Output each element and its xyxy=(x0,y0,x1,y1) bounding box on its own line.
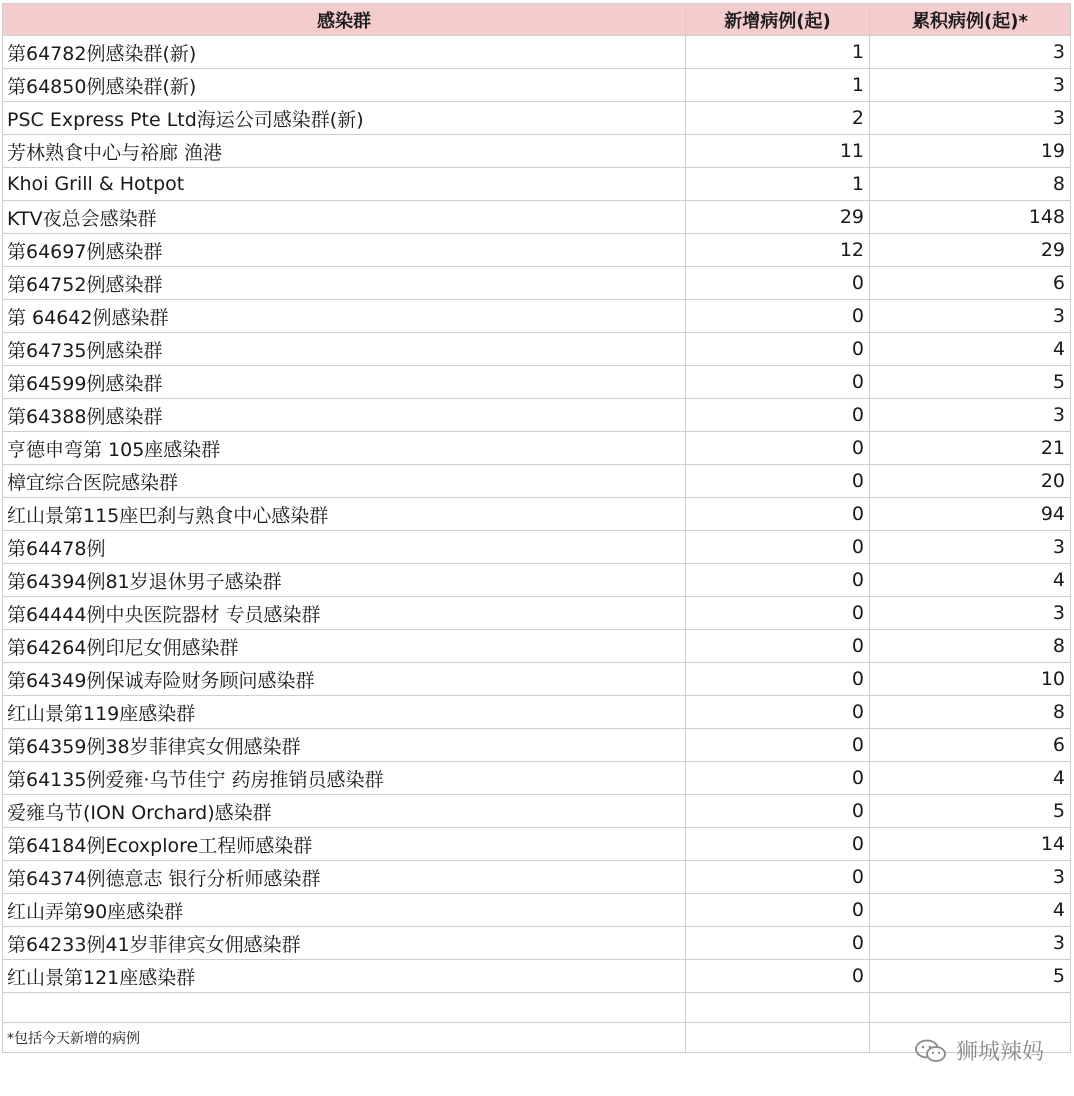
cluster-name-cell: Khoi Grill & Hotpot xyxy=(3,168,686,201)
total-cases-cell: 6 xyxy=(870,267,1071,300)
new-cases-cell: 0 xyxy=(686,465,870,498)
cluster-name-cell: 第64135例爱雍·乌节佳宁 药房推销员感染群 xyxy=(3,762,686,795)
blank-cell xyxy=(686,1023,870,1053)
table-row xyxy=(3,696,1071,729)
table-row xyxy=(3,36,1071,69)
new-cases-cell: 1 xyxy=(686,69,870,102)
new-cases-cell: 11 xyxy=(686,135,870,168)
cluster-name-cell: 第64735例感染群 xyxy=(3,333,686,366)
watermark-text: 狮城辣妈 xyxy=(955,1040,1044,1065)
total-cases-cell: 3 xyxy=(870,399,1071,432)
total-cases-cell: 10 xyxy=(870,663,1071,696)
header-row xyxy=(3,4,1071,36)
total-cases-cell: 8 xyxy=(870,168,1071,201)
cluster-name-cell: 第64599例感染群 xyxy=(3,366,686,399)
total-cases-cell: 4 xyxy=(870,333,1071,366)
new-cases-cell: 1 xyxy=(686,36,870,69)
total-cases-cell: 14 xyxy=(870,828,1071,861)
total-cases-cell: 3 xyxy=(870,531,1071,564)
footnote-row xyxy=(3,1023,1071,1053)
table-row xyxy=(3,762,1071,795)
table-row xyxy=(3,432,1071,465)
cluster-name-cell: 第64233例41岁菲律宾女佣感染群 xyxy=(3,927,686,960)
new-cases-cell: 0 xyxy=(686,300,870,333)
new-cases-cell: 0 xyxy=(686,432,870,465)
cluster-name-cell: 红山弄第90座感染群 xyxy=(3,894,686,927)
cluster-name-cell: 芳林熟食中心与裕廊 渔港 xyxy=(3,135,686,168)
table-row xyxy=(3,168,1071,201)
cluster-name-cell: 第64264例印尼女佣感染群 xyxy=(3,630,686,663)
table-row xyxy=(3,729,1071,762)
new-cases-cell: 0 xyxy=(686,960,870,993)
new-cases-cell: 12 xyxy=(686,234,870,267)
header-total-cases: 累积病例(起)* xyxy=(870,4,1071,36)
cluster-name-cell: 第64444例中央医院器材 专员感染群 xyxy=(3,597,686,630)
table-row xyxy=(3,927,1071,960)
table-row xyxy=(3,828,1071,861)
table-row xyxy=(3,201,1071,234)
cluster-name-cell: 第64394例81岁退休男子感染群 xyxy=(3,564,686,597)
cluster-name-cell: 第64782例感染群(新) xyxy=(3,36,686,69)
new-cases-cell: 0 xyxy=(686,927,870,960)
table-row xyxy=(3,597,1071,630)
total-cases-cell: 94 xyxy=(870,498,1071,531)
total-cases-cell: 21 xyxy=(870,432,1071,465)
total-cases-cell: 3 xyxy=(870,597,1071,630)
new-cases-cell: 0 xyxy=(686,564,870,597)
table-row xyxy=(3,894,1071,927)
total-cases-cell: 3 xyxy=(870,861,1071,894)
total-cases-cell: 3 xyxy=(870,36,1071,69)
cluster-name-cell: 第64478例 xyxy=(3,531,686,564)
cluster-table xyxy=(2,3,1071,1053)
cluster-name-cell: 红山景第121座感染群 xyxy=(3,960,686,993)
cluster-name-cell: 第64184例Ecoxplore工程师感染群 xyxy=(3,828,686,861)
total-cases-cell: 8 xyxy=(870,630,1071,663)
cluster-name-cell: 第64374例德意志 银行分析师感染群 xyxy=(3,861,686,894)
cluster-name-cell: 第64349例保诚寿险财务顾问感染群 xyxy=(3,663,686,696)
new-cases-cell: 0 xyxy=(686,597,870,630)
table-row xyxy=(3,498,1071,531)
new-cases-cell: 0 xyxy=(686,795,870,828)
total-cases-cell: 4 xyxy=(870,762,1071,795)
new-cases-cell: 0 xyxy=(686,399,870,432)
new-cases-cell: 0 xyxy=(686,498,870,531)
table-row xyxy=(3,234,1071,267)
cluster-name-cell: 第 64642例感染群 xyxy=(3,300,686,333)
table-row xyxy=(3,465,1071,498)
total-cases-cell: 8 xyxy=(870,696,1071,729)
table-row xyxy=(3,102,1071,135)
new-cases-cell: 0 xyxy=(686,762,870,795)
wechat-icon xyxy=(914,1039,948,1063)
cluster-name-cell: PSC Express Pte Ltd海运公司感染群(新) xyxy=(3,102,686,135)
new-cases-cell: 0 xyxy=(686,366,870,399)
new-cases-cell: 0 xyxy=(686,333,870,366)
total-cases-cell: 19 xyxy=(870,135,1071,168)
table-row xyxy=(3,861,1071,894)
cluster-name-cell: 第64850例感染群(新) xyxy=(3,69,686,102)
total-cases-cell: 3 xyxy=(870,69,1071,102)
table-row xyxy=(3,531,1071,564)
cluster-table-sheet xyxy=(2,3,1070,1053)
new-cases-cell: 0 xyxy=(686,696,870,729)
cluster-name-cell: 第64697例感染群 xyxy=(3,234,686,267)
new-cases-cell: 0 xyxy=(686,828,870,861)
header-cluster: 感染群 xyxy=(3,4,686,36)
blank-row xyxy=(3,993,1071,1023)
new-cases-cell: 0 xyxy=(686,861,870,894)
cluster-name-cell: 第64388例感染群 xyxy=(3,399,686,432)
blank-cell xyxy=(3,993,686,1023)
cluster-name-cell: 樟宜综合医院感染群 xyxy=(3,465,686,498)
total-cases-cell: 5 xyxy=(870,960,1071,993)
table-row xyxy=(3,960,1071,993)
table-row xyxy=(3,69,1071,102)
table-row xyxy=(3,300,1071,333)
new-cases-cell: 0 xyxy=(686,267,870,300)
table-row xyxy=(3,135,1071,168)
new-cases-cell: 2 xyxy=(686,102,870,135)
cluster-name-cell: 第64359例38岁菲律宾女佣感染群 xyxy=(3,729,686,762)
table-row xyxy=(3,267,1071,300)
cluster-name-cell: 红山景第119座感染群 xyxy=(3,696,686,729)
table-row xyxy=(3,366,1071,399)
total-cases-cell: 4 xyxy=(870,564,1071,597)
table-row xyxy=(3,795,1071,828)
watermark xyxy=(914,1035,1044,1066)
total-cases-cell: 3 xyxy=(870,927,1071,960)
total-cases-cell: 20 xyxy=(870,465,1071,498)
blank-cell xyxy=(870,993,1071,1023)
table-row xyxy=(3,663,1071,696)
new-cases-cell: 0 xyxy=(686,531,870,564)
cluster-name-cell: KTV夜总会感染群 xyxy=(3,201,686,234)
header-new-cases: 新增病例(起) xyxy=(686,4,870,36)
new-cases-cell: 0 xyxy=(686,630,870,663)
new-cases-cell: 29 xyxy=(686,201,870,234)
footnote: *包括今天新增的病例 xyxy=(3,1023,686,1053)
total-cases-cell: 4 xyxy=(870,894,1071,927)
table-row xyxy=(3,399,1071,432)
new-cases-cell: 1 xyxy=(686,168,870,201)
new-cases-cell: 0 xyxy=(686,663,870,696)
table-row xyxy=(3,333,1071,366)
total-cases-cell: 5 xyxy=(870,366,1071,399)
blank-cell xyxy=(686,993,870,1023)
table-row xyxy=(3,630,1071,663)
new-cases-cell: 0 xyxy=(686,729,870,762)
cluster-name-cell: 第64752例感染群 xyxy=(3,267,686,300)
total-cases-cell: 3 xyxy=(870,300,1071,333)
cluster-name-cell: 亨德申弯第 105座感染群 xyxy=(3,432,686,465)
new-cases-cell: 0 xyxy=(686,894,870,927)
cluster-name-cell: 红山景第115座巴刹与熟食中心感染群 xyxy=(3,498,686,531)
table-row xyxy=(3,564,1071,597)
total-cases-cell: 3 xyxy=(870,102,1071,135)
total-cases-cell: 29 xyxy=(870,234,1071,267)
total-cases-cell: 6 xyxy=(870,729,1071,762)
total-cases-cell: 5 xyxy=(870,795,1071,828)
total-cases-cell: 148 xyxy=(870,201,1071,234)
cluster-name-cell: 爱雍乌节(ION Orchard)感染群 xyxy=(3,795,686,828)
